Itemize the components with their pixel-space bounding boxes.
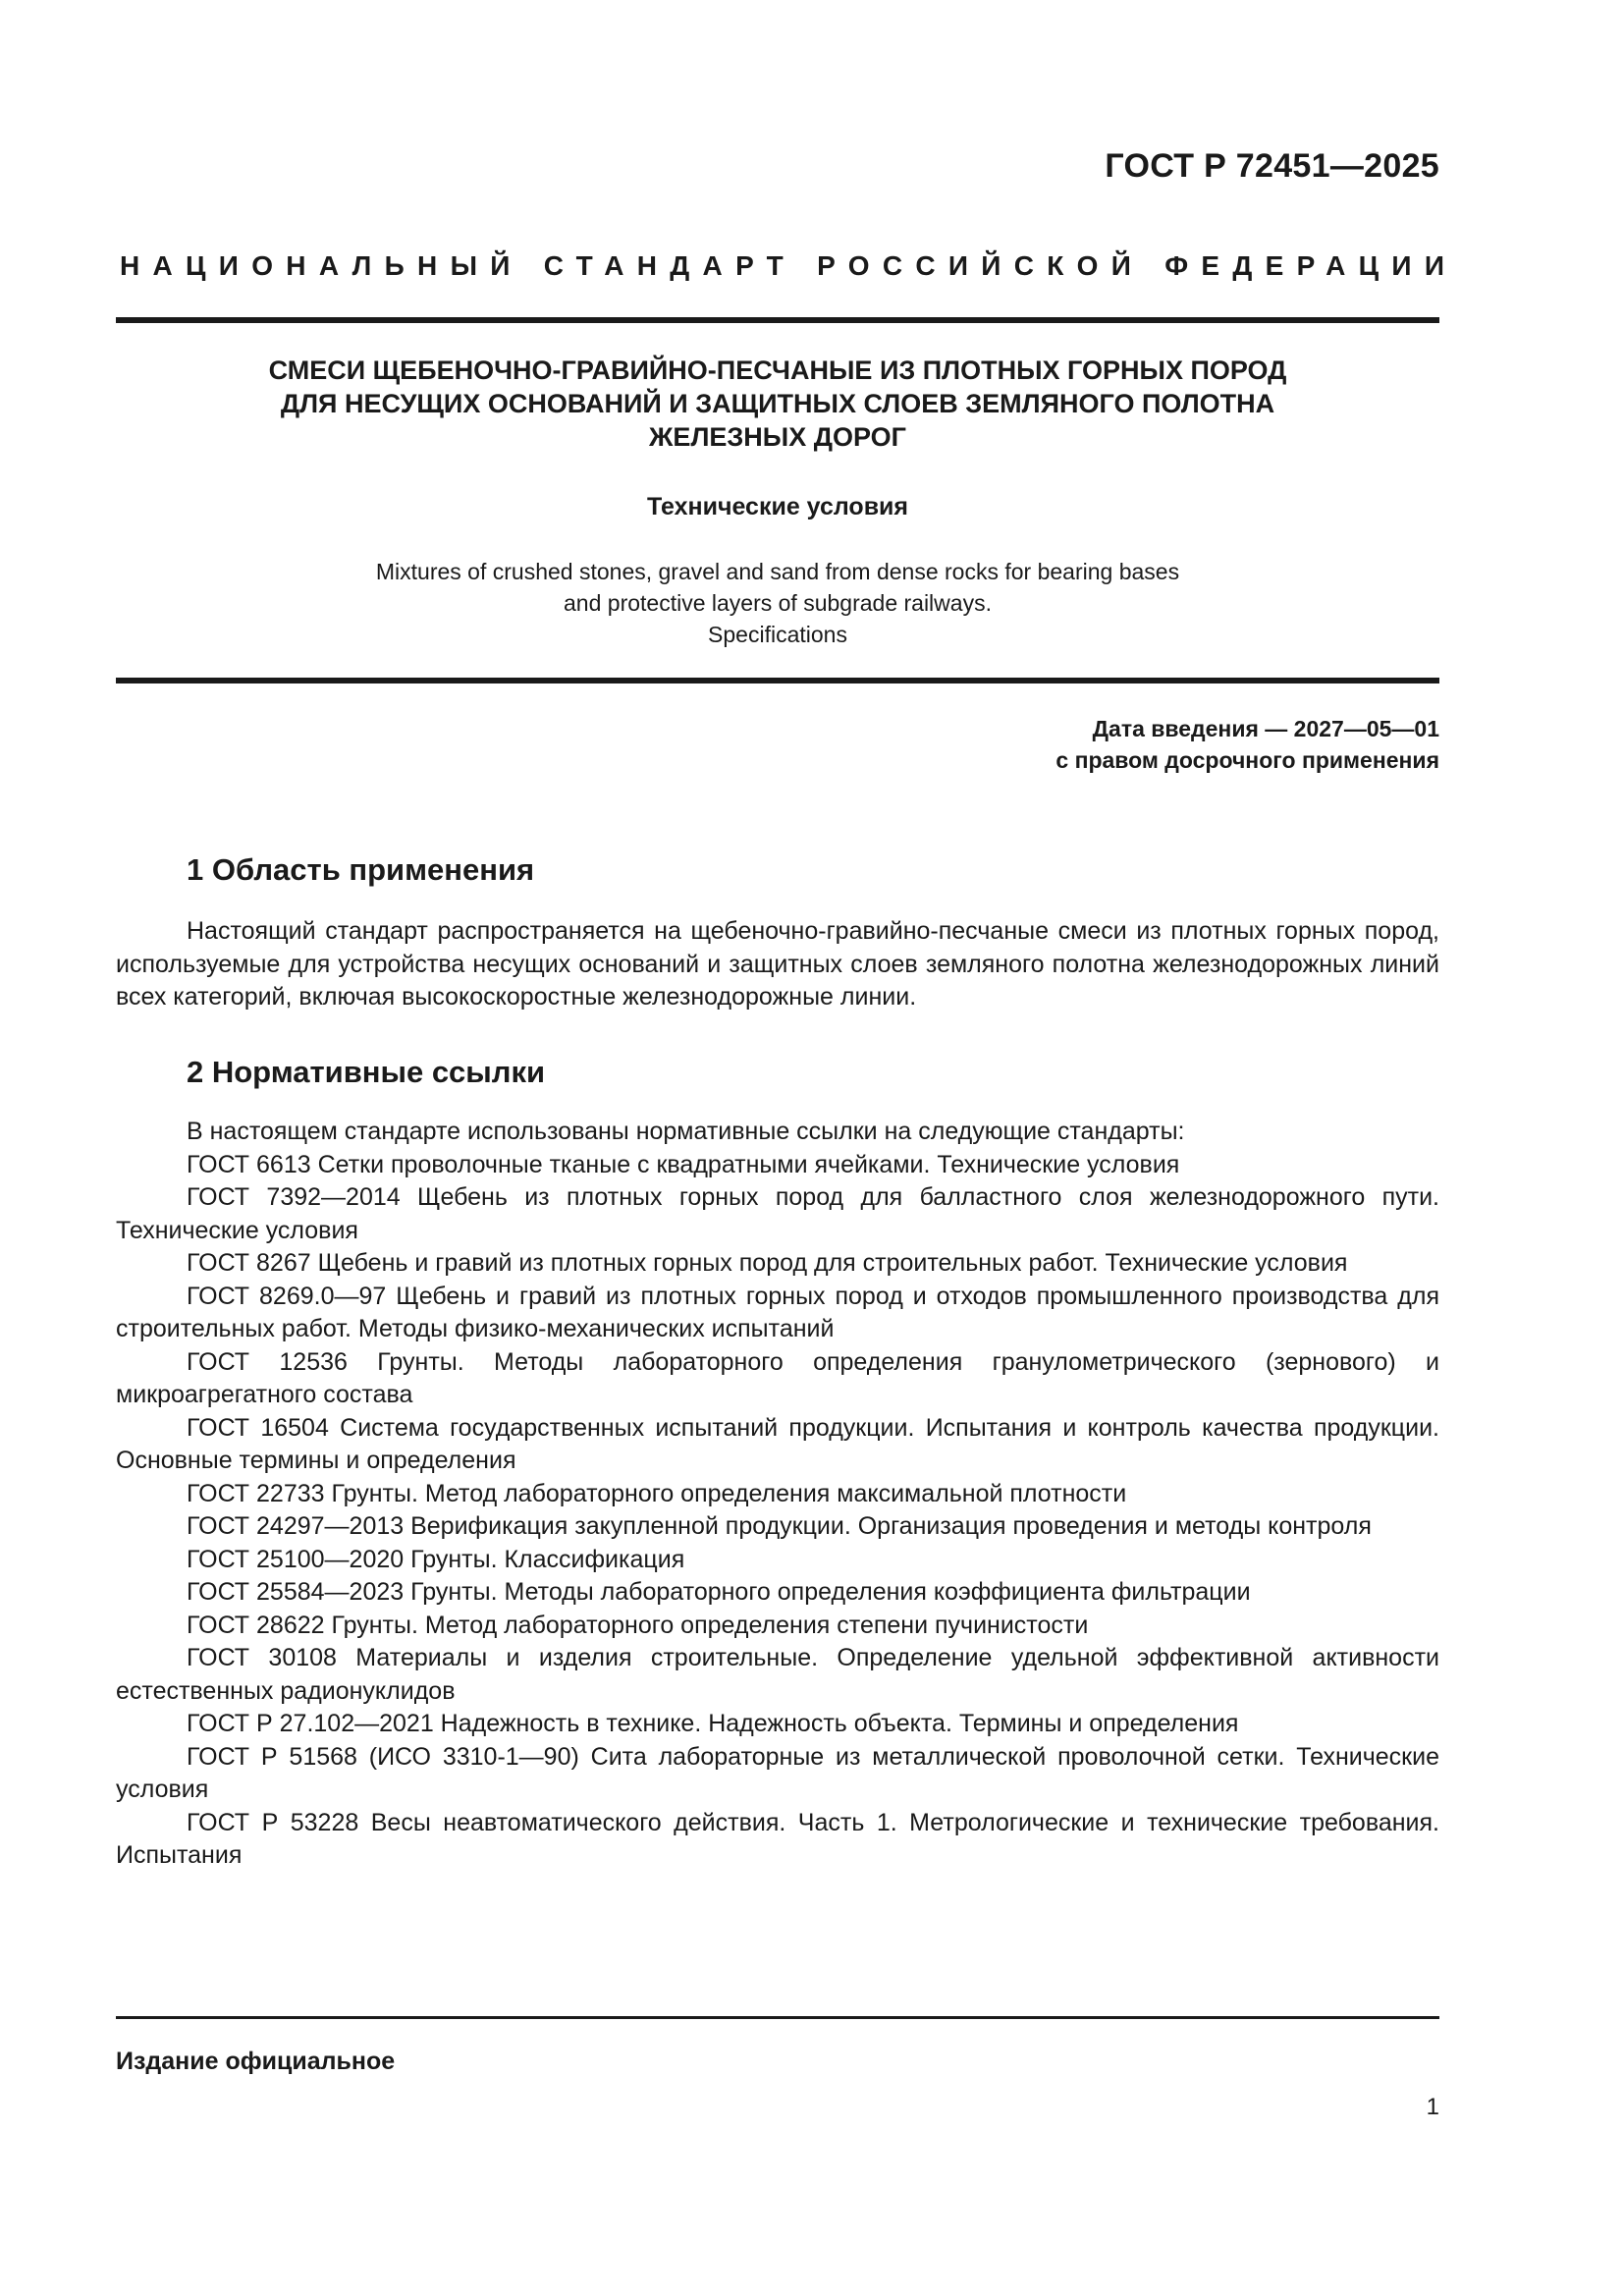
title-en-line: and protective layers of subgrade railways. <box>564 590 992 616</box>
scope-paragraph: Настоящий стандарт распространяется на щебеночно-гравийно-песчаные смеси из плотных горных пород, используемые для устройства несущих оснований и защитных слоев земляного полотна железнодорожных линий всех категорий, включая высокоскоростные железнодорожные линии. <box>116 917 1439 1011</box>
reference-item: ГОСТ 22733 Грунты. Метод лабораторного определения максимальной плотности <box>187 1479 1127 1507</box>
reference-item: ГОСТ 6613 Сетки проволочные тканые с квадратными ячейками. Технические условия <box>187 1150 1180 1178</box>
title-en <box>116 556 1439 650</box>
reference-item: ГОСТ Р 53228 Весы неавтоматического действия. Часть 1. Метрологические и технические требования. Испытания <box>116 1808 1439 1869</box>
reference-item: ГОСТ 30108 Материалы и изделия строительные. Определение удельной эффективной активности естественных радионуклидов <box>116 1644 1439 1705</box>
reference-item: ГОСТ 8267 Щебень и гравий из плотных горных пород для строительных работ. Технические условия <box>187 1249 1348 1277</box>
official-edition-label: Издание официальное <box>116 2048 396 2075</box>
references-intro: В настоящем стандарте использованы нормативные ссылки на следующие стандарты: <box>187 1118 1185 1145</box>
reference-item: ГОСТ Р 51568 (ИСО 3310-1—90) Сита лабораторные из металлической проволочной сетки. Технические условия <box>116 1742 1439 1803</box>
footer-divider <box>116 2016 1439 2019</box>
reference-item: ГОСТ 16504 Система государственных испытаний продукции. Испытания и контроль качества продукции. Основные термины и определения <box>116 1413 1439 1474</box>
title-block <box>116 354 1439 650</box>
reference-item: ГОСТ 7392—2014 Щебень из плотных горных пород для балластного слоя железнодорожного пути. Технические условия <box>116 1183 1439 1244</box>
title-en-line: Mixtures of crushed stones, gravel and sand from dense rocks for bearing bases <box>375 559 1180 584</box>
title-line: СМЕСИ ЩЕБЕНОЧНО-ГРАВИЙНО-ПЕСЧАНЫЕ ИЗ ПЛОТНЫХ ГОРНЫХ ПОРОД <box>268 355 1287 385</box>
reference-item: ГОСТ Р 27.102—2021 Надежность в технике. Надежность объекта. Термины и определения <box>187 1710 1239 1737</box>
national-standard-banner: НАЦИОНАЛЬНЫЙ СТАНДАРТ РОССИЙСКОЙ ФЕДЕРАЦИИ <box>120 250 1458 281</box>
normative-references <box>116 1116 1439 1873</box>
section-1-heading: 1 Область применения <box>187 852 535 887</box>
document-page <box>116 0 1458 2296</box>
title-divider <box>116 678 1439 683</box>
title-line: ДЛЯ НЕСУЩИХ ОСНОВАНИЙ И ЗАЩИТНЫХ СЛОЕВ ЗЕМЛЯНОГО ПОЛОТНА <box>280 389 1275 418</box>
document-number: ГОСТ Р 72451—2025 <box>1105 147 1439 185</box>
reference-item: ГОСТ 28622 Грунты. Метод лабораторного определения степени пучинистости <box>187 1611 1089 1639</box>
title-en-line: Specifications <box>708 622 847 647</box>
reference-item: ГОСТ 25584—2023 Грунты. Методы лабораторного определения коэффициента фильтрации <box>187 1578 1251 1606</box>
reference-item: ГОСТ 8269.0—97 Щебень и гравий из плотных горных пород и отходов промышленного производства для строительных работ. Методы физико-механических испытаний <box>116 1282 1439 1342</box>
reference-item: ГОСТ 12536 Грунты. Методы лабораторного определения гранулометрического (зернового) и микроагрегатного состава <box>116 1347 1439 1408</box>
title-line: ЖЕЛЕЗНЫХ ДОРОГ <box>649 422 906 452</box>
section-1-body <box>116 915 1439 1014</box>
introduction-date-line: Дата введения — 2027—05—01 <box>1092 716 1439 741</box>
section-2-heading: 2 Нормативные ссылки <box>187 1055 546 1089</box>
reference-item: ГОСТ 24297—2013 Верификация закупленной продукции. Организация проведения и методы контроля <box>187 1512 1372 1540</box>
subtitle-ru: Технические условия <box>646 493 909 520</box>
reference-item: ГОСТ 25100—2020 Грунты. Классификация <box>187 1545 685 1573</box>
introduction-date <box>1055 713 1439 776</box>
early-application-note: с правом досрочного применения <box>1055 747 1439 773</box>
page-number: 1 <box>1426 2094 1439 2120</box>
top-divider <box>116 317 1439 323</box>
